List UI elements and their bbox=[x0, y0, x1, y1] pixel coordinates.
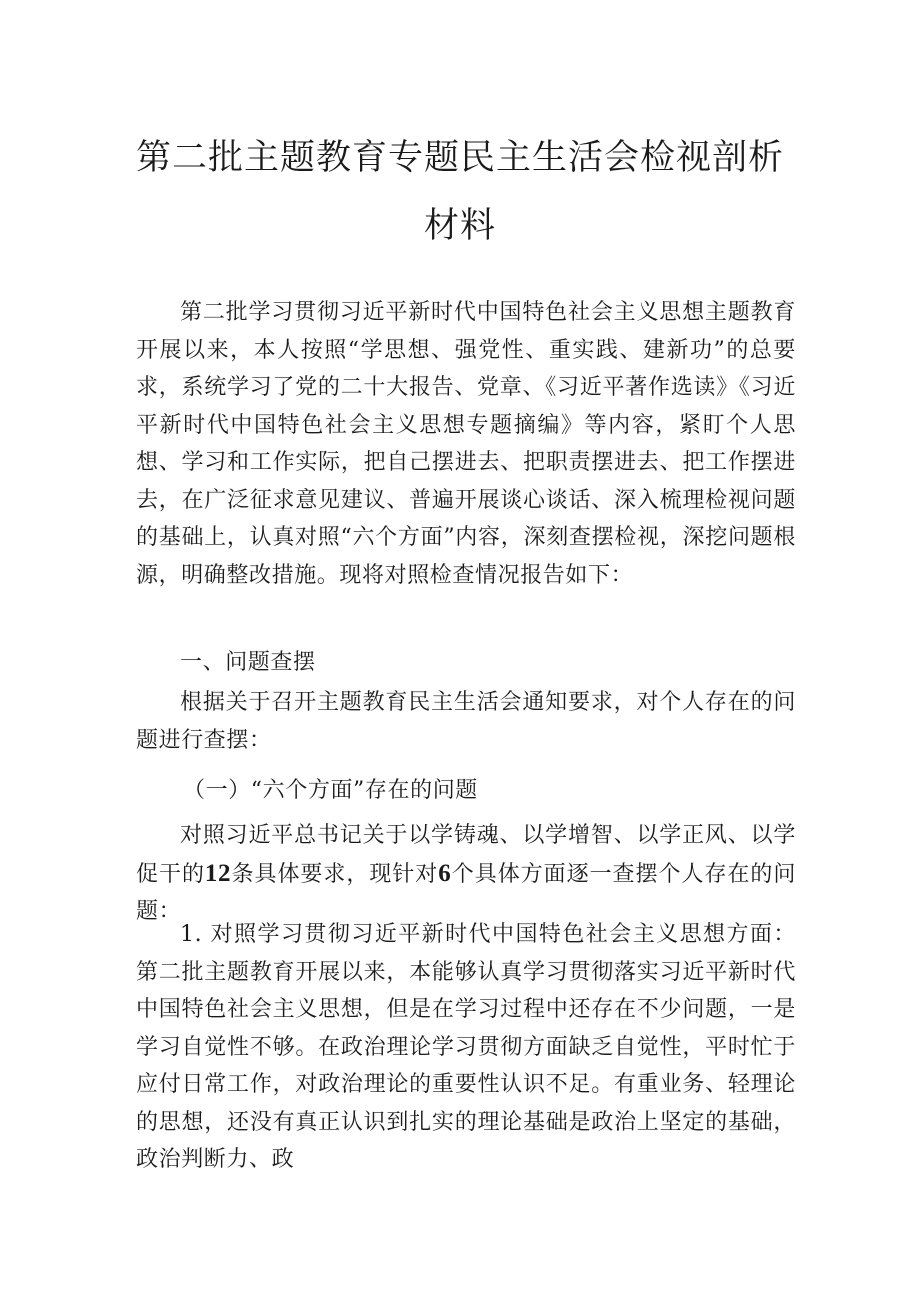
para3-text-a: 对照习近平总书记关于以学铸魂、以学增智、以学正风、以学促干的 bbox=[136, 823, 796, 887]
document-title-line-2: 材料 bbox=[423, 206, 496, 246]
page-bottom-mask bbox=[0, 1280, 920, 1301]
para3-text-b: 条具体要求，现针对 bbox=[231, 861, 439, 887]
paragraph-notice-requirements: 根据关于召开主题教育民主生活会通知要求，对个人存在的问题进行查摆： bbox=[136, 690, 796, 753]
paragraph-item-1: 1. 对照学习贯彻习近平新时代中国特色社会主义思想方面：第二批主题教育开展以来，本能够认真学习贯彻落实习近平新时代中国特色社会主义思想，但是在学习过程中还存在不少问题，一是学习自觉性不够。在政治理论学习贯彻方面缺乏自觉性，平时忙于应付日常工作，对政治理论的重要性认识不足。有重业务、轻理论的思想，还没有真正认识到扎实的理论基础是政治上坚定的基础，政治判断力、政 bbox=[136, 922, 796, 1172]
para3-number-12: 12 bbox=[204, 859, 232, 887]
document-title-line-1: 第二批主题教育专题民主生活会检视剖析 bbox=[135, 138, 784, 178]
para3-number-6: 6 bbox=[438, 859, 452, 887]
subsection-heading-six-aspects: （一）“六个方面”存在的问题 bbox=[183, 778, 478, 803]
para3-text-c: 个具体方面逐一查摆个人存在的问题： bbox=[136, 861, 796, 924]
paragraph-twelve-requirements bbox=[136, 817, 796, 931]
section-heading-problems: 一、问题查摆 bbox=[180, 650, 316, 675]
intro-paragraph: 第二批学习贯彻习近平新时代中国特色社会主义思想主题教育开展以来，本人按照“学思想、强党性、重实践、建新功”的总要求，系统学习了党的二十大报告、党章、《习近平著作选读》《习近平新时代中国特色社会主义思想专题摘编》等内容，紧盯个人思想、学习和工作实际，把自己摆进去、把职责摆进去、把工作摆进去，在广泛征求意见建议、普遍开展谈心谈话、深入梳理检视问题的基础上，认真对照“六个方面”内容，深刻查摆检视，深挖问题根源，明确整改措施。现将对照检查情况报告如下： bbox=[136, 300, 796, 588]
